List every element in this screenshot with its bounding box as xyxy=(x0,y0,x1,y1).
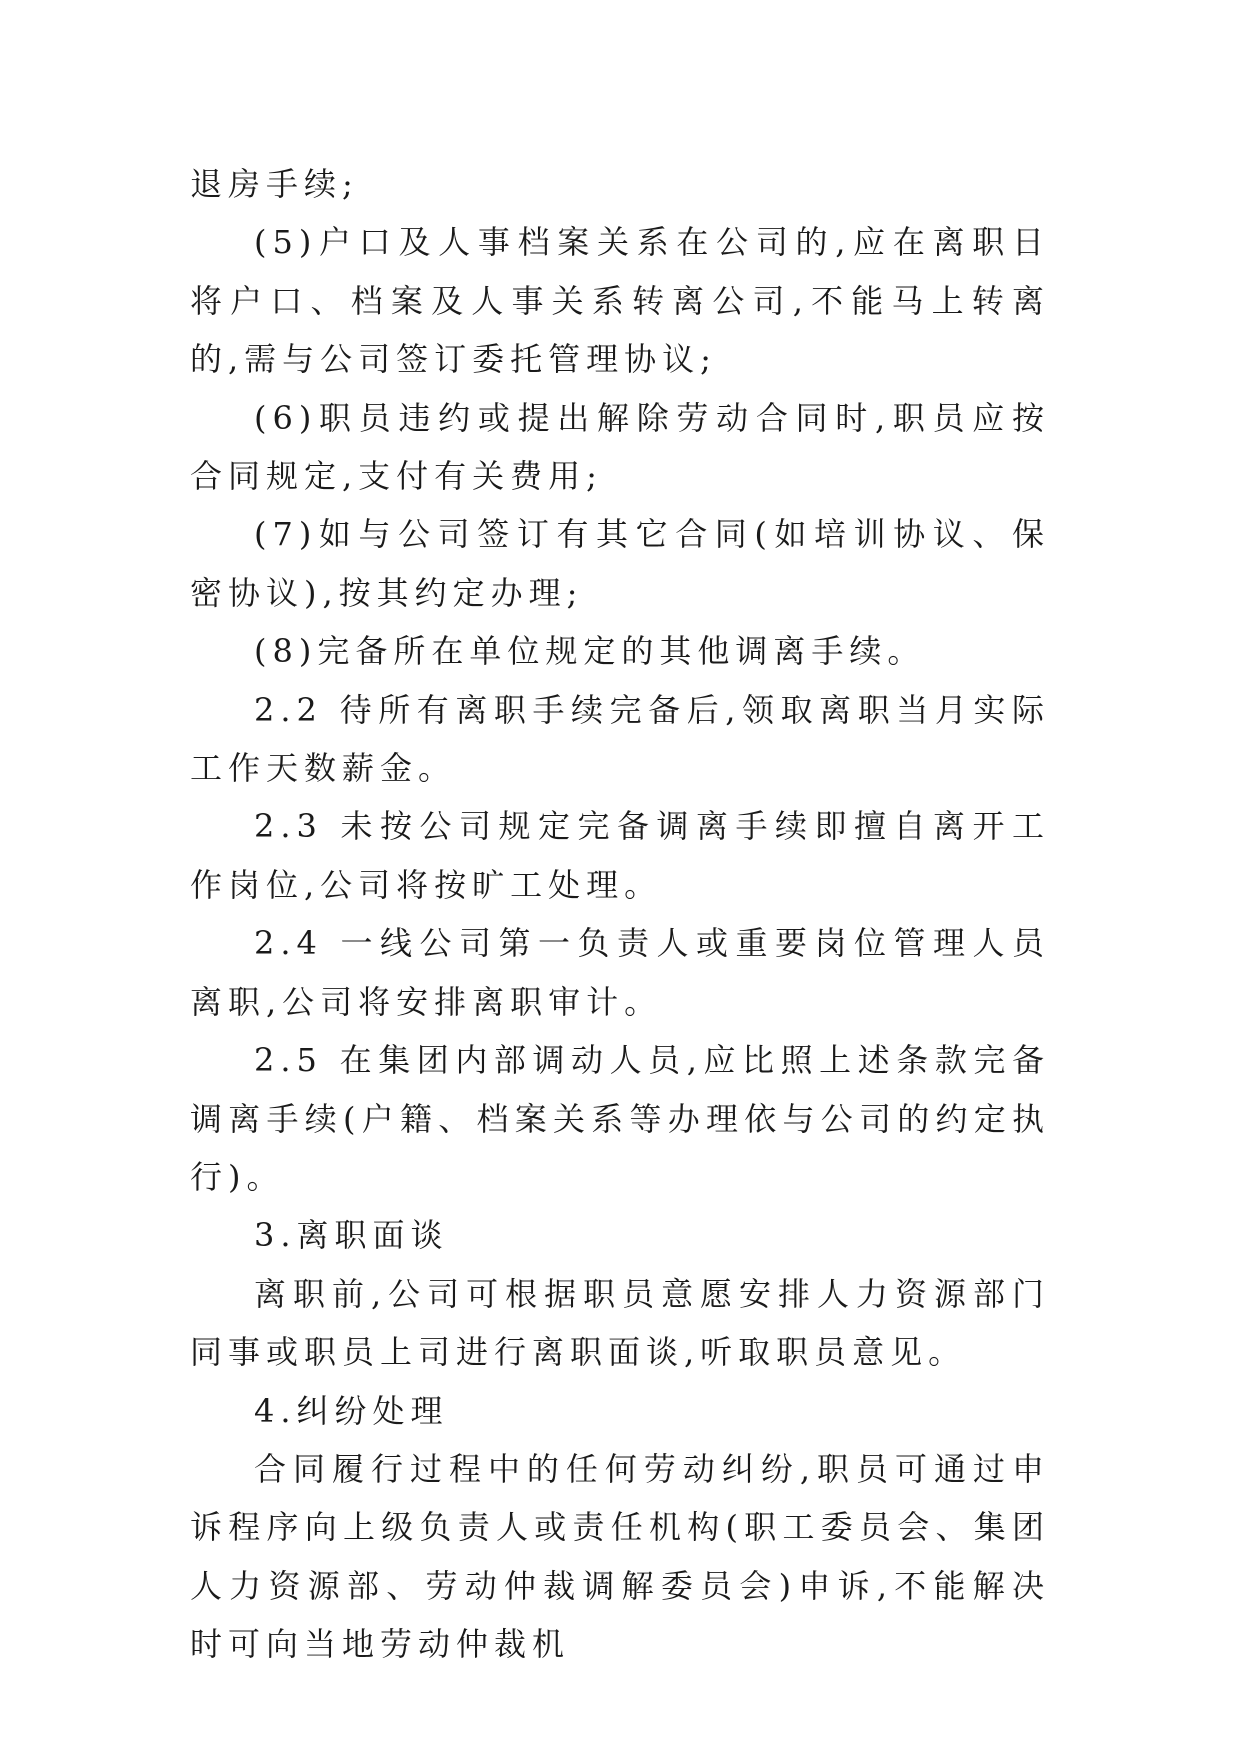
paragraph-item-8-other-procedures: (8)完备所在单位规定的其他调离手续。 xyxy=(254,632,926,671)
paragraph-2-3-absenteeism: 2.3 未按公司规定完备调离手续即擅自离开工作岗位,公司将按旷工处理。 xyxy=(190,807,1050,904)
paragraph-2-4-audit: 2.4 一线公司第一负责人或重要岗位管理人员离职,公司将安排离职审计。 xyxy=(190,924,1050,1021)
paragraph-checkout-procedure: 退房手续; xyxy=(190,165,359,203)
section-heading-dispute-handling: 4.纠纷处理 xyxy=(254,1391,449,1430)
paragraph-2-2-salary: 2.2 待所有离职手续完备后,领取离职当月实际工作天数薪金。 xyxy=(190,690,1050,788)
document-body xyxy=(190,155,1050,1674)
section-heading-exit-interview: 3.离职面谈 xyxy=(254,1216,449,1255)
paragraph-dispute-handling: 合同履行过程中的任何劳动纠纷,职员可通过申诉程序向上级负责人或责任机构(职工委员会、集团人力资源部、劳动仲裁调解委员会)申诉,不能解决时可向当地劳动仲裁机 xyxy=(190,1449,1050,1664)
paragraph-item-5-household-registration: (5)户口及人事档案关系在公司的,应在离职日将户口、档案及人事关系转离公司,不能马上转离的,需与公司签订委托管理协议; xyxy=(190,223,1050,379)
paragraph-exit-interview: 离职前,公司可根据职员意愿安排人力资源部门同事或职员上司进行离职面谈,听取职员意见。 xyxy=(190,1274,1050,1372)
paragraph-item-7-other-contracts: (7)如与公司签订有其它合同(如培训协议、保密协议),按其约定办理; xyxy=(190,515,1050,612)
paragraph-2-5-internal-transfer: 2.5 在集团内部调动人员,应比照上述条款完备调离手续(户籍、档案关系等办理依与公司的约定执行)。 xyxy=(190,1041,1050,1196)
paragraph-item-6-contract-breach: (6)职员违约或提出解除劳动合同时,职员应按合同规定,支付有关费用; xyxy=(190,398,1050,496)
